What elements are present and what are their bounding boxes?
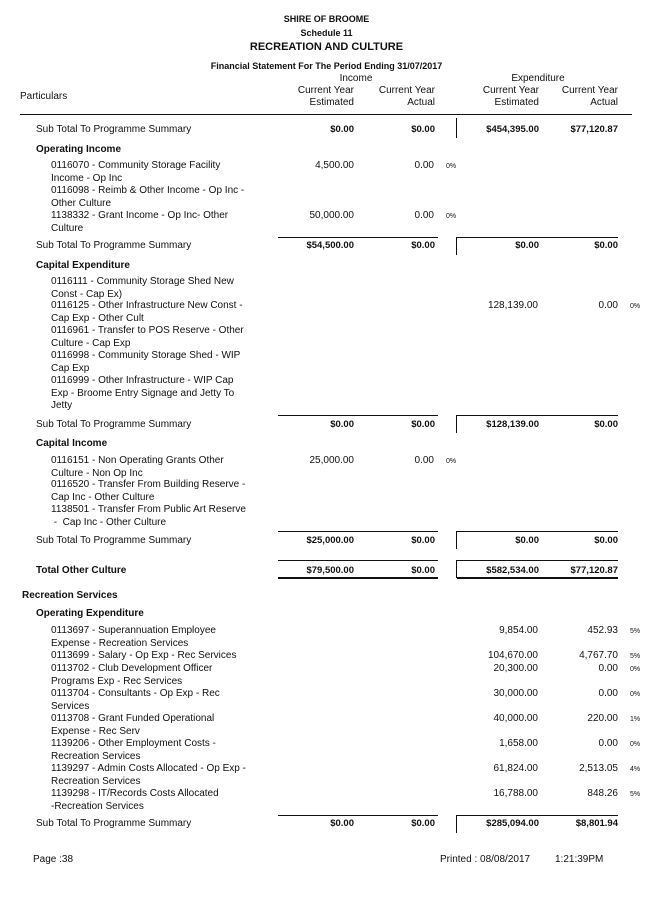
line-item-percent: 5%: [630, 791, 641, 798]
expenditure-est-header-2: Estimated: [494, 97, 539, 108]
line-item-exp-est: 20,300.00: [493, 663, 538, 674]
subtotal-rule-expenditure: [457, 815, 618, 816]
subtotal-income-act: $0.00: [411, 240, 435, 251]
line-item-description: 1138501 - Transfer From Public Art Reserve - Cap Inc - Other Culture: [51, 504, 246, 528]
income-est-header-1: Current Year: [297, 85, 354, 96]
line-item-exp-act: 0.00: [598, 688, 618, 699]
line-item-description: 0116111 - Community Storage Shed New Const - Cap Ex): [51, 276, 234, 300]
line-item-exp-act: 2,513.05: [579, 763, 618, 774]
line-item-exp-est: 40,000.00: [493, 713, 538, 724]
subtotal-income-act: $0.00: [411, 535, 435, 546]
line-item-percent: 0%: [630, 666, 641, 673]
subtotal-exp-act: $0.00: [594, 419, 618, 430]
subtotal-rule-expenditure: [457, 237, 618, 238]
line-item-percent: 0%: [446, 213, 457, 220]
line-item-description: 0116098 - Reimb & Other Income - Op Inc - Other Culture: [51, 185, 245, 209]
subtotal-income-est: $0.00: [330, 124, 354, 135]
line-item-exp-est: 30,000.00: [493, 688, 538, 699]
line-item-description: 0113708 - Grant Funded Operational Expense - Rec Serv: [51, 713, 215, 737]
line-item-percent: 1%: [630, 716, 641, 723]
subtotal-rule-expenditure: [457, 415, 618, 416]
line-item-description: 0116520 - Transfer From Building Reserve - Cap Inc - Other Culture: [51, 479, 246, 503]
subtotal-label: Sub Total To Programme Summary: [36, 818, 192, 829]
line-item-income-est: 25,000.00: [309, 455, 354, 466]
line-item-description: 0116961 - Transfer to POS Reserve - Other Culture - Cap Exp: [51, 325, 244, 349]
line-item-percent: 0%: [630, 691, 641, 698]
subtotal-label: Sub Total To Programme Summary: [36, 535, 192, 546]
line-item-income-est: 50,000.00: [309, 210, 354, 221]
line-item-percent: 0%: [446, 458, 457, 465]
section-heading: Operating Expenditure: [36, 608, 144, 619]
income-act-header-1: Current Year: [378, 85, 435, 96]
schedule-label: Schedule 11: [300, 28, 353, 38]
line-item-exp-act: 4,767.70: [579, 650, 618, 661]
subtotal-label: Sub Total To Programme Summary: [36, 124, 192, 135]
section-heading: Operating Income: [36, 144, 122, 155]
total-label: Total Other Culture: [36, 565, 127, 576]
line-item-exp-act: 452.93: [587, 625, 618, 636]
page-number: Page :38: [33, 854, 74, 865]
particulars-header: Particulars: [20, 91, 68, 102]
subtotal-exp-act: $77,120.87: [570, 124, 618, 135]
line-item-description: 0116125 - Other Infrastructure New Const - Cap Exp - Other Cult: [51, 300, 243, 324]
line-item-percent: 0%: [630, 303, 641, 310]
line-item-description: 1139297 - Admin Costs Allocated - Op Exp - Recreation Services: [51, 763, 246, 787]
page-title: RECREATION AND CULTURE: [249, 41, 404, 53]
line-item-exp-est: 61,824.00: [493, 763, 538, 774]
header-rule: [20, 114, 632, 115]
line-item-description: 1139206 - Other Employment Costs - Recreation Services: [51, 738, 216, 762]
line-item-income-act: 0.00: [414, 210, 434, 221]
printed-date: Printed : 08/08/2017: [440, 854, 531, 865]
line-item-exp-est: 1,658.00: [499, 738, 538, 749]
subtotal-rule-income: [278, 415, 438, 416]
subtotal-exp-est: $128,139.00: [486, 419, 539, 430]
expenditure-est-header-1: Current Year: [482, 85, 539, 96]
line-item-description: 1138332 - Grant Income - Op Inc- Other Culture: [51, 210, 229, 234]
line-item-description: 0116151 - Non Operating Grants Other Culture - Non Op Inc: [51, 455, 224, 479]
total-double-rule-expenditure: [457, 577, 618, 579]
subtotal-rule-expenditure: [457, 531, 618, 532]
line-item-percent: 0%: [446, 163, 457, 170]
org-name: SHIRE OF BROOME: [283, 14, 370, 24]
period-title: Financial Statement For The Period Ending 31/07/2017: [210, 61, 443, 71]
total-rule-expenditure: [457, 560, 618, 561]
total-exp-est: $582,534.00: [486, 565, 539, 576]
line-item-description: 0116999 - Other Infrastructure - WIP Cap Exp - Broome Entry Signage and Jetty To Jetty: [51, 375, 235, 411]
line-item-exp-est: 104,670.00: [487, 650, 538, 661]
line-item-exp-act: 0.00: [598, 738, 618, 749]
income-act-header-2: Actual: [407, 97, 435, 108]
line-item-exp-act: 220.00: [587, 713, 618, 724]
subtotal-income-est: $0.00: [330, 818, 354, 829]
subtotal-income-act: $0.00: [411, 419, 435, 430]
subtotal-rule-income: [278, 237, 438, 238]
subtotal-income-act: $0.00: [411, 818, 435, 829]
line-item-description: 0113702 - Club Development Officer Programs Exp - Rec Services: [51, 663, 213, 687]
line-item-exp-est: 128,139.00: [487, 300, 538, 311]
line-item-income-est: 4,500.00: [315, 160, 354, 171]
line-item-percent: 5%: [630, 628, 641, 635]
line-item-description: 0113697 - Superannuation Employee Expense - Recreation Services: [51, 625, 216, 649]
line-item-percent: 4%: [630, 766, 641, 773]
line-item-percent: 5%: [630, 653, 641, 660]
line-item-income-act: 0.00: [414, 160, 434, 171]
subtotal-rule-income: [278, 531, 438, 532]
subtotal-exp-est: $285,094.00: [486, 818, 539, 829]
line-item-exp-est: 16,788.00: [493, 788, 538, 799]
subtotal-label: Sub Total To Programme Summary: [36, 240, 192, 251]
subtotal-exp-act: $0.00: [594, 240, 618, 251]
line-item-percent: 0%: [630, 741, 641, 748]
income-group-header: Income: [339, 73, 373, 84]
total-rule-income: [278, 560, 438, 561]
line-item-exp-est: 9,854.00: [499, 625, 538, 636]
subtotal-income-est: $0.00: [330, 419, 354, 430]
subtotal-exp-act: $8,801.94: [575, 818, 618, 829]
line-item-exp-act: 0.00: [598, 663, 618, 674]
section-heading: Capital Expenditure: [36, 260, 130, 271]
subtotal-label: Sub Total To Programme Summary: [36, 419, 192, 430]
subtotal-exp-est: $0.00: [515, 535, 539, 546]
program-heading: Recreation Services: [22, 590, 118, 601]
subtotal-income-act: $0.00: [411, 124, 435, 135]
total-income-est: $79,500.00: [306, 565, 354, 576]
line-item-income-act: 0.00: [414, 455, 434, 466]
column-divider: [456, 118, 457, 138]
subtotal-income-est: $25,000.00: [306, 535, 354, 546]
subtotal-exp-est: $0.00: [515, 240, 539, 251]
expenditure-group-header: Expenditure: [511, 73, 565, 84]
income-est-header-2: Estimated: [309, 97, 354, 108]
line-item-description: 1139298 - IT/Records Costs Allocated -Recreation Services: [51, 788, 219, 812]
expenditure-act-header-1: Current Year: [561, 85, 618, 96]
line-item-description: 0113704 - Consultants - Op Exp - Rec Services: [51, 688, 220, 712]
total-exp-act: $77,120.87: [570, 565, 618, 576]
subtotal-exp-est: $454,395.00: [486, 124, 539, 135]
line-item-description: 0113699 - Salary - Op Exp - Rec Services: [51, 650, 237, 661]
line-item-exp-act: 848.26: [587, 788, 618, 799]
subtotal-exp-act: $0.00: [594, 535, 618, 546]
subtotal-income-est: $54,500.00: [306, 240, 354, 251]
total-double-rule-income: [278, 577, 438, 579]
section-heading: Capital Income: [36, 438, 108, 449]
printed-time: 1:21:39PM: [555, 854, 604, 865]
line-item-exp-act: 0.00: [598, 300, 618, 311]
expenditure-act-header-2: Actual: [590, 97, 618, 108]
line-item-description: 0116998 - Community Storage Shed - WIP Cap Exp: [51, 350, 241, 374]
total-income-act: $0.00: [411, 565, 435, 576]
subtotal-rule-income: [278, 815, 438, 816]
line-item-description: 0116070 - Community Storage Facility Income - Op Inc: [51, 160, 221, 184]
